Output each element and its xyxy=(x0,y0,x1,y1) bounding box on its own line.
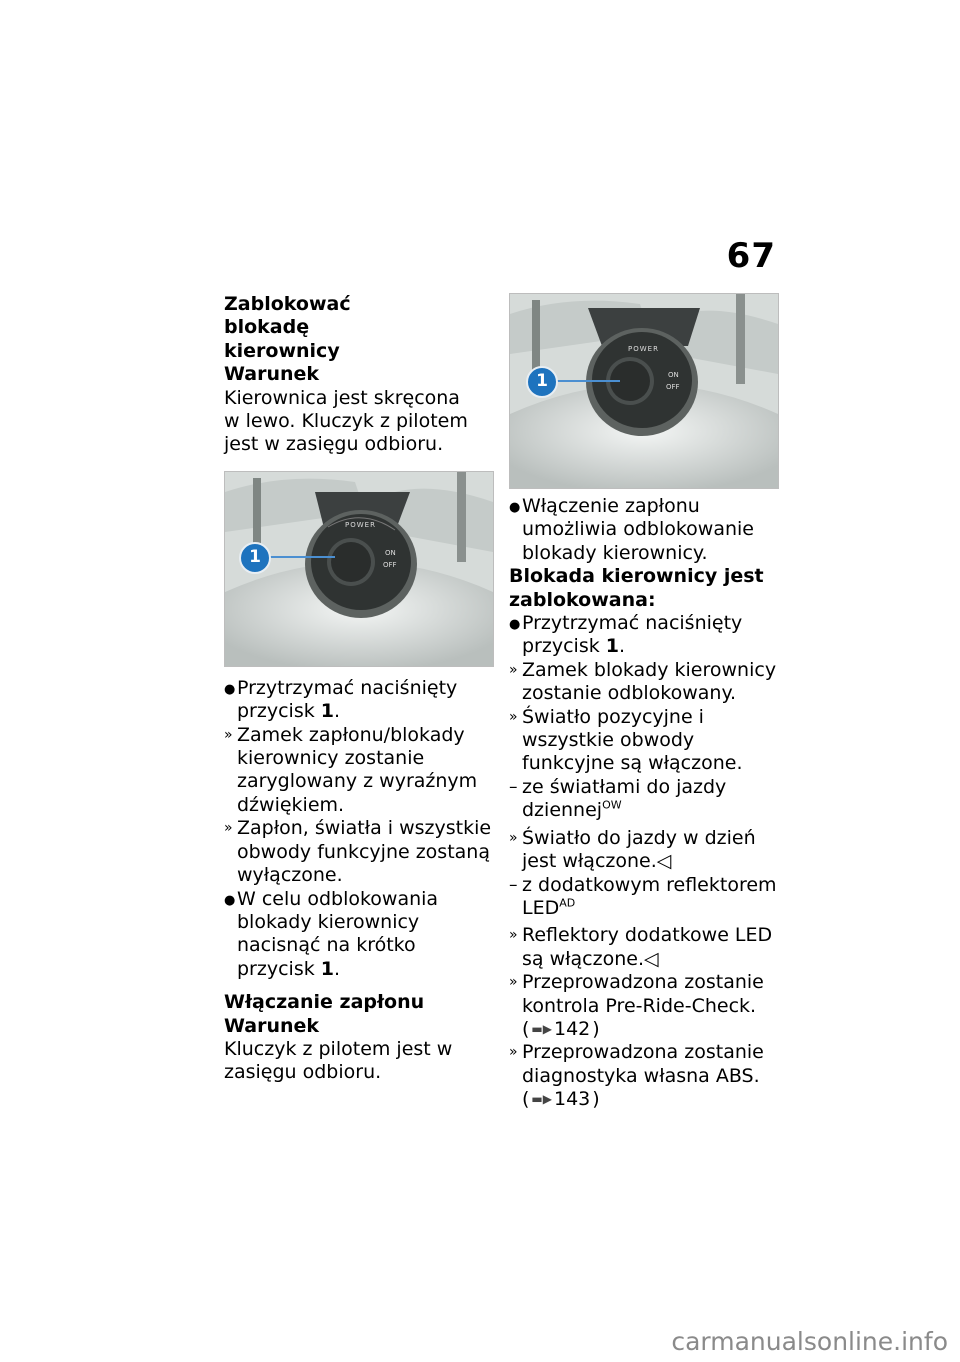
page-reference[interactable]: ( ▬▶ 142 ) xyxy=(522,1017,600,1040)
callout-line xyxy=(554,380,620,382)
callout-line xyxy=(265,556,335,558)
page-ref-arrow-icon: ▬▶ xyxy=(531,1021,552,1036)
result-arrow-icon: » xyxy=(509,927,518,944)
subsection-heading: Blokada kierownicy jest zablokowana: xyxy=(509,565,764,611)
off-label: OFF xyxy=(666,383,680,391)
list-item: ● Przytrzymać naciśnięty przycisk 1. xyxy=(509,612,743,658)
on-label: ON xyxy=(668,371,679,379)
watermark: carmanualsonline.info xyxy=(671,1327,948,1356)
off-label: OFF xyxy=(383,560,397,569)
bullet-icon: ● xyxy=(509,617,521,633)
left-column xyxy=(224,293,496,1085)
page-number: 67 xyxy=(726,236,776,276)
section-heading-ignition: Włączanie zapłonu xyxy=(224,991,425,1014)
list-item: ● Włączenie zapłonu umożliwia odblokowanie blokady kierownicy. xyxy=(509,495,754,564)
list-item: » Światło do jazdy w dzień jest włączone.◁ xyxy=(509,826,756,873)
list-item: » Zamek blokady kierownicy zostanie odblokowany. xyxy=(509,658,777,705)
list-item: – ze światłami do jazdy dziennej$^{OW}$ xyxy=(509,775,727,822)
result-arrow-icon: » xyxy=(509,829,518,846)
list-item: – z dodatkowym reflektorem $LED^{AD}$ xyxy=(509,873,777,919)
figure-ignition-switch-right xyxy=(509,293,779,489)
result-arrow-icon: » xyxy=(509,708,518,725)
bullet-icon: ● xyxy=(224,892,236,908)
page-ref-arrow-icon: ▬▶ xyxy=(531,1092,552,1107)
list-item: » Reflektory dodatkowe LED są włączone.◁ xyxy=(509,924,773,970)
condition-heading: Warunek xyxy=(224,363,320,386)
result-arrow-icon: » xyxy=(224,820,233,837)
list-item: ● W celu odblokowania blokady kierownicy nacisnąć na krótko przycisk 1. xyxy=(224,887,439,980)
condition-text: Kierownica jest skręcona w lewo. Kluczyk z pilotem jest w zasięgu odbioru. xyxy=(224,386,468,456)
dash-icon: – xyxy=(509,776,518,797)
figure-ignition-switch-left xyxy=(224,471,494,667)
power-label: POWER xyxy=(345,520,376,529)
on-label: ON xyxy=(385,548,396,557)
callout-1: 1 xyxy=(239,542,271,574)
list-item: » Przeprowadzona zostanie diagnostyka własna ABS. ( ▬▶ 143 ) xyxy=(509,1041,764,1111)
list-item: ● Przytrzymać naciśnięty przycisk 1. xyxy=(224,676,458,723)
result-arrow-icon: » xyxy=(509,1044,518,1061)
dash-icon: – xyxy=(509,874,518,895)
power-label: POWER xyxy=(628,345,659,353)
bullet-icon: ● xyxy=(224,681,236,697)
result-arrow-icon: » xyxy=(509,974,518,991)
right-column xyxy=(509,293,781,1112)
bullet-icon: ● xyxy=(509,500,521,515)
section-heading-lock: Zablokować blokadę kierownicy xyxy=(224,293,351,362)
list-item: » Zapłon, światła i wszystkie obwody funkcyjne zostaną wyłączone. xyxy=(224,817,492,887)
condition-heading: Warunek xyxy=(224,1014,320,1037)
page-reference[interactable]: ( ▬▶ 143 ) xyxy=(522,1088,600,1111)
callout-1: 1 xyxy=(526,366,558,398)
result-arrow-icon: » xyxy=(509,661,518,678)
condition-text: Kluczyk z pilotem jest w zasięgu odbioru. xyxy=(224,1037,453,1084)
list-item: » Światło pozycyjne i wszystkie obwody funkcyjne są włączone. xyxy=(509,705,743,775)
list-item: » Przeprowadzona zostanie kontrola Pre-Ride-Check. ( ▬▶ 142 ) xyxy=(509,971,764,1040)
list-item: » Zamek zapłonu/blokady kierownicy zostanie zaryglowany z wyraźnym dźwiękiem. xyxy=(224,723,478,816)
result-arrow-icon: » xyxy=(224,726,233,743)
